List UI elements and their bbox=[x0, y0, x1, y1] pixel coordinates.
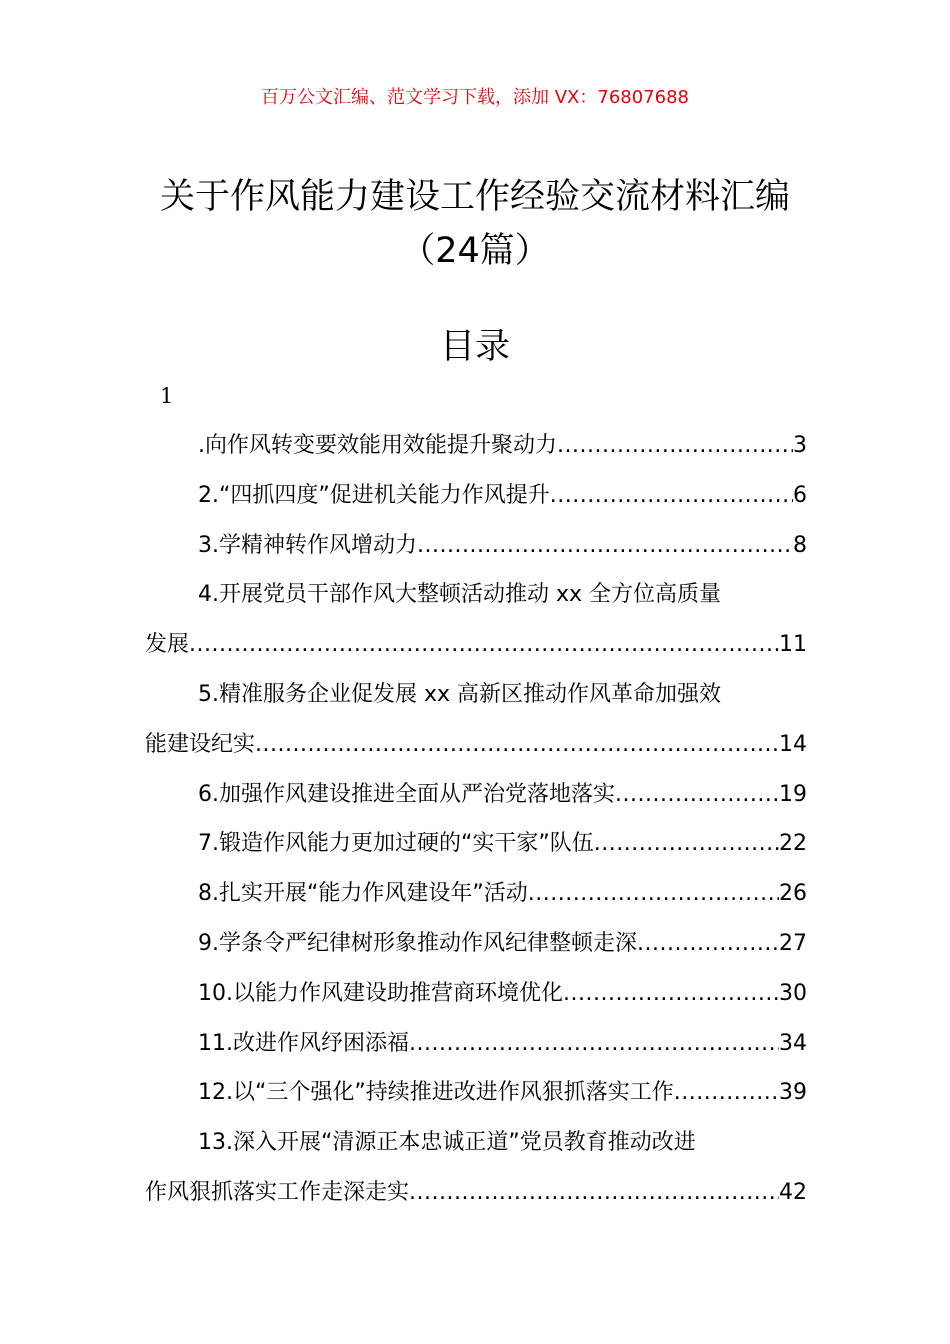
toc-entry-title: 4.开展党员干部作风大整顿活动推动 xx 全方位高质量 bbox=[198, 582, 722, 608]
toc-entry-9[interactable] bbox=[145, 919, 807, 969]
toc-entry-title: .向作风转变要效能用效能提升聚动力 bbox=[198, 433, 557, 458]
toc-entry-page: 34 bbox=[779, 1030, 807, 1056]
toc-leader-dots bbox=[563, 969, 779, 1019]
toc-entry-title: 12.以“三个强化”持续推进改进作风狠抓落实工作 bbox=[198, 1080, 674, 1106]
toc-leader-dots bbox=[189, 620, 779, 670]
toc-entry-11[interactable] bbox=[145, 1019, 807, 1069]
toc-leader-dots bbox=[255, 720, 779, 770]
toc-leader-dots bbox=[417, 521, 793, 571]
toc-entry-4-line1[interactable] bbox=[145, 570, 807, 620]
document-title-line1: 关于作风能力建设工作经验交流材料汇编 bbox=[159, 177, 790, 217]
toc-entry-page: 14 bbox=[779, 731, 807, 757]
toc-entry-2[interactable] bbox=[145, 471, 807, 521]
toc-entry-title-cont: 发展 bbox=[145, 632, 190, 658]
toc-entry-page: 22 bbox=[779, 831, 807, 857]
toc-entry-title: 7.锻造作风能力更加过硬的“实干家”队伍 bbox=[198, 831, 594, 857]
toc-entry-3[interactable] bbox=[145, 521, 807, 571]
toc-leader-dots bbox=[409, 1019, 779, 1069]
toc-heading: 目录 bbox=[439, 327, 510, 367]
toc-entry-6[interactable] bbox=[145, 770, 807, 820]
document-title-line2: （24篇） bbox=[400, 231, 550, 271]
toc-leader-dots bbox=[528, 869, 779, 919]
toc-entry-page: 3 bbox=[793, 433, 807, 458]
toc-leader-dots bbox=[550, 471, 793, 521]
toc-entry-page: 39 bbox=[779, 1080, 807, 1106]
toc-entry-1[interactable] bbox=[145, 421, 807, 471]
toc-entry-page: 8 bbox=[793, 532, 807, 558]
toc-entry-page: 19 bbox=[779, 781, 807, 807]
document-title bbox=[0, 170, 950, 278]
toc-leader-dots bbox=[674, 1068, 779, 1118]
toc-leader-dots bbox=[409, 1168, 779, 1218]
toc-entry-page: 11 bbox=[779, 632, 807, 658]
toc-leader-dots bbox=[594, 819, 779, 869]
toc-entry-page: 6 bbox=[793, 482, 807, 508]
table-of-contents bbox=[145, 421, 807, 1218]
toc-entry-7[interactable] bbox=[145, 819, 807, 869]
toc-leader-dots bbox=[557, 421, 793, 471]
toc-entry-page: 26 bbox=[779, 881, 807, 907]
toc-entry-8[interactable] bbox=[145, 869, 807, 919]
toc-entry-13-line1[interactable] bbox=[145, 1118, 807, 1168]
toc-entry-title-cont: 作风狠抓落实工作走深走实 bbox=[145, 1179, 410, 1205]
toc-entry-title: 13.深入开展“清源正本忠诚正道”党员教育推动改进 bbox=[198, 1130, 696, 1156]
toc-entry-4-line2[interactable] bbox=[145, 620, 807, 670]
toc-entry-title: 8.扎实开展“能力作风建设年”活动 bbox=[198, 881, 528, 907]
toc-entry-title-cont: 能建设纪实 bbox=[145, 731, 256, 757]
toc-entry-title: 10.以能力作风建设助推营商环境优化 bbox=[198, 980, 563, 1006]
page-marker: 1 bbox=[160, 384, 174, 408]
toc-entry-page: 42 bbox=[779, 1179, 807, 1205]
toc-entry-title: 3.学精神转作风增动力 bbox=[198, 532, 417, 558]
toc-entry-12[interactable] bbox=[145, 1068, 807, 1118]
toc-entry-5-line2[interactable] bbox=[145, 720, 807, 770]
toc-entry-title: 11.改进作风纾困添福 bbox=[198, 1030, 409, 1056]
toc-entry-13-line2[interactable] bbox=[145, 1168, 807, 1218]
toc-entry-title: 9.学条令严纪律树形象推动作风纪律整顿走深 bbox=[198, 930, 637, 956]
toc-leader-dots bbox=[615, 770, 779, 820]
toc-entry-5-line1[interactable] bbox=[145, 670, 807, 720]
header-note: 百万公文汇编、范文学习下载，添加 VX：76807688 bbox=[261, 87, 689, 108]
toc-entry-title: 6.加强作风建设推进全面从严治党落地落实 bbox=[198, 781, 615, 807]
toc-leader-dots bbox=[637, 919, 779, 969]
toc-entry-title: 5.精准服务企业促发展 xx 高新区推动作风革命加强效 bbox=[198, 681, 722, 707]
toc-entry-page: 30 bbox=[779, 980, 807, 1006]
toc-entry-10[interactable] bbox=[145, 969, 807, 1019]
toc-entry-page: 27 bbox=[779, 930, 807, 956]
toc-entry-title: 2.“四抓四度”促进机关能力作风提升 bbox=[198, 482, 550, 508]
